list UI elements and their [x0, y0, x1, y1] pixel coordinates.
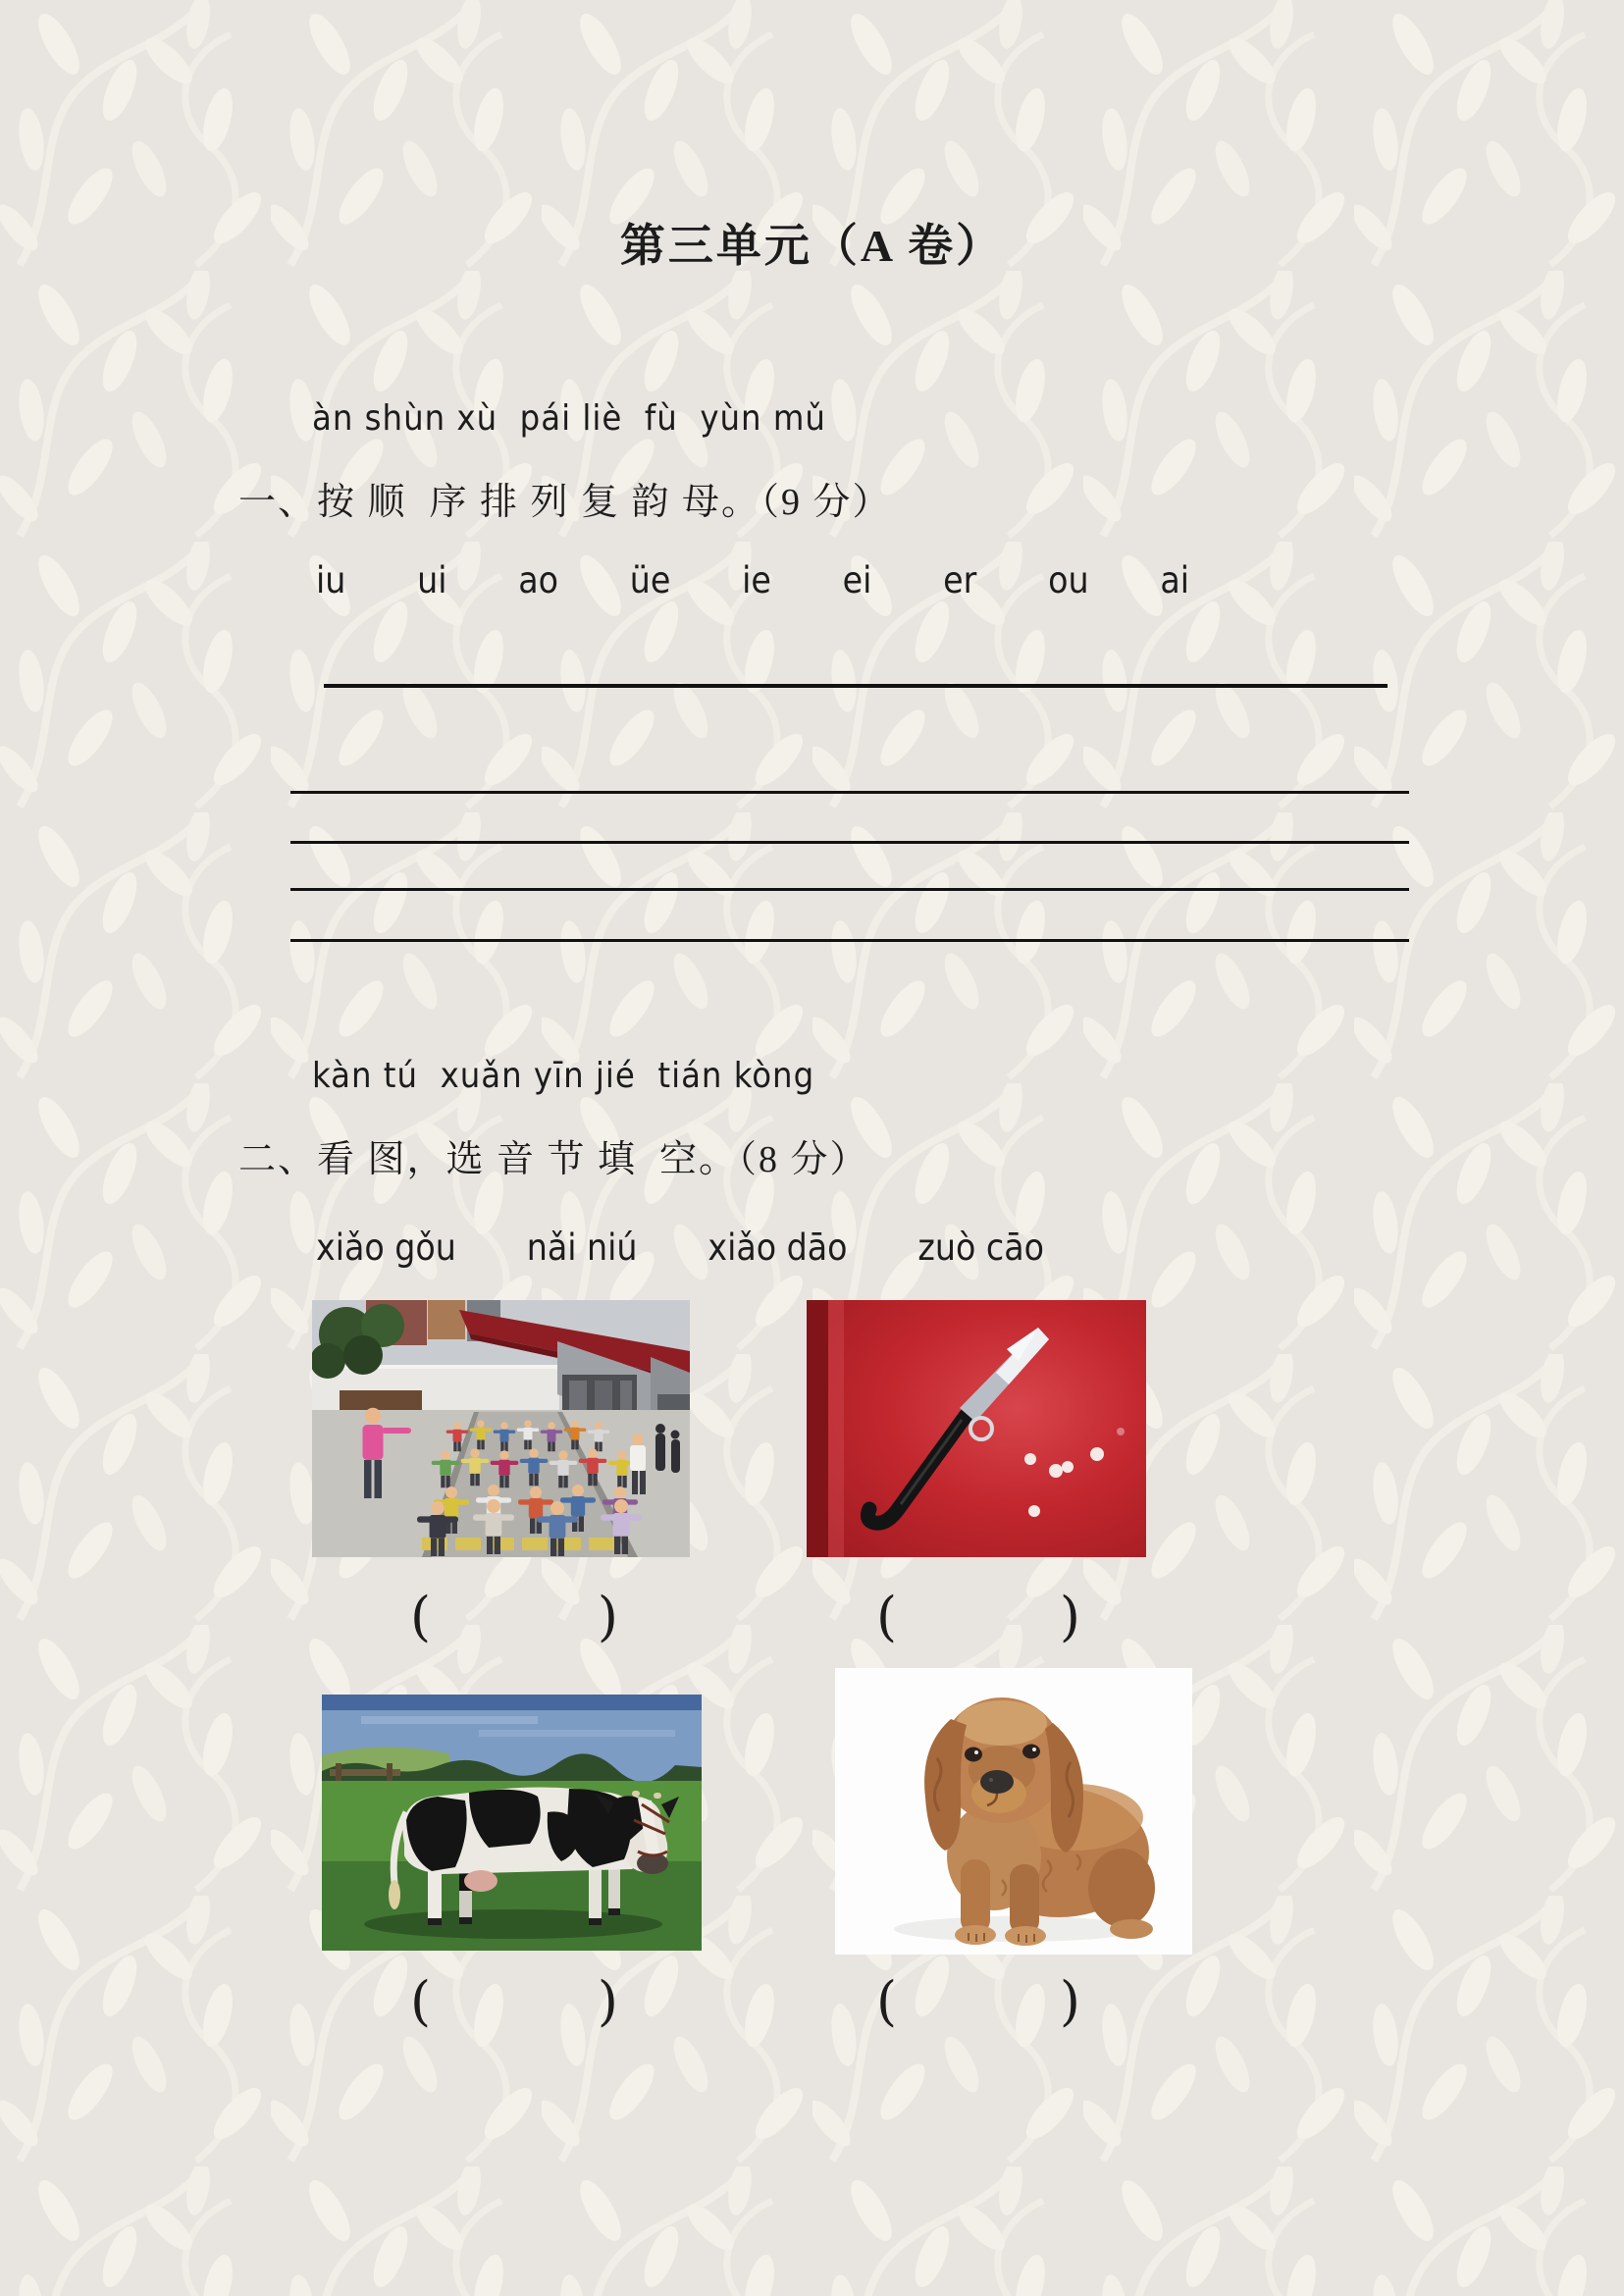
paren-close: ) — [597, 1586, 618, 1647]
vowel-item: ei — [842, 559, 872, 601]
photo-children-doing-morning-exercises — [312, 1300, 690, 1557]
syllable-item: xiǎo dāo — [707, 1226, 848, 1269]
paren-close: ) — [597, 1970, 618, 2032]
answer-parens-exercise-3 — [410, 1970, 618, 2032]
vowel-item: ou — [1048, 559, 1089, 601]
syllable-item: xiǎo gǒu — [316, 1226, 456, 1269]
paren-open: ( — [876, 1970, 898, 2032]
vowel-item: ui — [417, 559, 447, 601]
paren-close: ) — [1059, 1970, 1080, 2032]
answer-line — [290, 791, 1409, 794]
answer-parens-exercise-1 — [410, 1586, 618, 1647]
vowel-item: ao — [518, 559, 559, 601]
page-title: 第三单元（A 卷） — [619, 221, 1005, 271]
vowel-list — [316, 559, 1189, 601]
photo-brown-puppy — [835, 1668, 1192, 1955]
answer-line — [290, 939, 1409, 942]
paren-open: ( — [410, 1586, 432, 1647]
section1-instruction: 一、按 顺 序 排 列 复 韵 母。（9 分） — [238, 482, 892, 523]
section2-instruction: 二、看 图，选 音 节 填 空。（8 分） — [238, 1139, 869, 1180]
paren-close: ) — [1059, 1586, 1080, 1647]
syllable-list — [316, 1226, 1044, 1269]
section1-pinyin-caption: àn shùn xù pái liè fù yùn mǔ — [312, 398, 826, 439]
answer-line — [290, 841, 1409, 844]
syllable-item: zuò cāo — [917, 1226, 1044, 1269]
paren-open: ( — [876, 1586, 898, 1647]
vowel-item: iu — [316, 559, 346, 601]
answer-line — [290, 888, 1409, 891]
vowel-item: er — [943, 559, 977, 601]
answer-line — [324, 684, 1388, 688]
syllable-item: nǎi niú — [526, 1226, 638, 1269]
photo-small-knife-on-red-background — [807, 1300, 1146, 1557]
vowel-item: ie — [742, 559, 771, 601]
photo-dairy-cow-in-field — [322, 1695, 702, 1951]
vowel-item: üe — [629, 559, 671, 601]
section2-pinyin-caption: kàn tú xuǎn yīn jié tián kòng — [312, 1056, 815, 1096]
paren-open: ( — [410, 1970, 432, 2032]
answer-parens-exercise-4 — [876, 1970, 1080, 2032]
vowel-item: ai — [1160, 559, 1189, 601]
answer-parens-exercise-2 — [876, 1586, 1080, 1647]
